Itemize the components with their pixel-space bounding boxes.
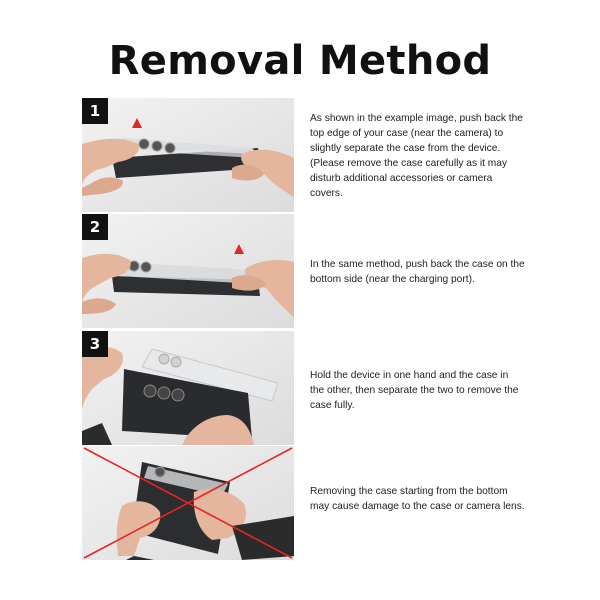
step-3-photo — [82, 331, 294, 445]
warning-photo — [82, 446, 294, 560]
step-2-description: In the same method, push back the case on the bottom side (near the charging port). — [310, 259, 525, 285]
step-number-badge: 3 — [82, 331, 108, 357]
step-3-description: Hold the device in one hand and the case in the other, then separate the two to remove the case fully. — [310, 370, 519, 411]
step-1-photo — [82, 98, 294, 212]
warning-description: Removing the case starting from the bottom may cause damage to the case or camera lens. — [310, 486, 525, 512]
step-2 — [82, 214, 294, 328]
step-number-badge: 2 — [82, 214, 108, 240]
step-3 — [82, 331, 294, 445]
step-1 — [82, 98, 294, 212]
warning-step — [82, 446, 294, 560]
step-2-photo — [82, 214, 294, 328]
page-title: Removal Method — [108, 38, 492, 84]
step-number-badge: 1 — [82, 98, 108, 124]
step-1-description: As shown in the example image, push back the top edge of your case (near the camera) to slightly separate the case from the device. (Please remove the case carefully as it may disturb additional accessories or camera covers. — [310, 113, 523, 199]
